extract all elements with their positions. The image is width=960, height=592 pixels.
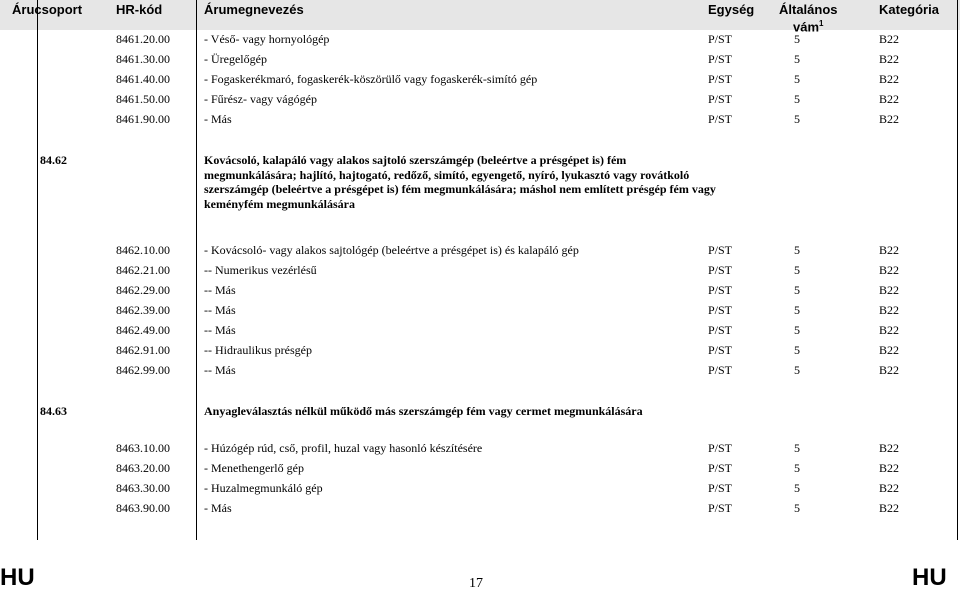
hr-code: 8461.20.00: [116, 32, 170, 46]
duty-rate: 5: [794, 481, 800, 495]
unit: P/ST: [708, 303, 733, 317]
duty-rate: 5: [794, 92, 800, 106]
col-header-altalanos: Általános: [779, 2, 838, 17]
col-header-vam: vám$^1$: [793, 19, 824, 35]
footer-country-code-right: HU: [912, 564, 947, 591]
col-header-kategoria: Kategória: [879, 2, 939, 17]
category: B22: [879, 501, 900, 515]
item-description: - Véső- vagy hornyológép: [204, 32, 330, 46]
item-description: -- Más: [204, 323, 236, 337]
item-description: -- Más: [204, 363, 236, 377]
hr-code: 8462.49.00: [116, 323, 170, 337]
hr-code: 8462.29.00: [116, 283, 170, 297]
duty-rate: 5: [794, 112, 800, 126]
unit: P/ST: [708, 112, 733, 126]
item-description: - Kovácsoló- vagy alakos sajtológép (beleértve a présgépet is) és kalapáló gép: [204, 243, 579, 257]
duty-rate: 5: [794, 52, 800, 66]
unit: P/ST: [708, 441, 733, 455]
group-heading-text: Kovácsoló, kalapáló vagy alakos sajtoló szerszámgép (beleértve a présgépet is) fém megmunkálására; hajlító, hajtogató, redőző, simító, egyengető, nyíró, lyukasztó vagy rovátkoló szerszámgép (beleértve a présgépet is) fém megmunkálására; máshol nem említett présgép fém vagy keményfém megmunkálására: [204, 153, 716, 211]
hr-code: 8463.20.00: [116, 461, 170, 475]
unit: P/ST: [708, 32, 733, 46]
col-header-arumegnevezes: Árumegnevezés: [204, 2, 304, 17]
category: B22: [879, 52, 900, 66]
category: B22: [879, 283, 900, 297]
duty-rate: 5: [794, 343, 800, 357]
unit: P/ST: [708, 461, 733, 475]
category: B22: [879, 481, 900, 495]
category: B22: [879, 441, 900, 455]
hr-code: 8462.99.00: [116, 363, 170, 377]
item-description: -- Más: [204, 303, 236, 317]
col-header-hr-kod: HR-kód: [116, 2, 163, 17]
category: B22: [879, 92, 900, 106]
hr-code: 8462.91.00: [116, 343, 170, 357]
item-description: - Üregelőgép: [204, 52, 267, 66]
duty-rate: 5: [794, 263, 800, 277]
item-description: -- Más: [204, 283, 236, 297]
category: B22: [879, 323, 900, 337]
item-description: - Menethengerlő gép: [204, 461, 304, 475]
duty-rate: 5: [794, 501, 800, 515]
item-description: -- Numerikus vezérlésű: [204, 263, 317, 277]
hr-code: 8461.30.00: [116, 52, 170, 66]
page-number: 17: [469, 576, 483, 591]
hr-code: 8463.10.00: [116, 441, 170, 455]
duty-rate: 5: [794, 441, 800, 455]
table-header: [0, 0, 960, 35]
duty-rate: 5: [794, 323, 800, 337]
category: B22: [879, 72, 900, 86]
item-description: - Fűrész- vagy vágógép: [204, 92, 317, 106]
hr-code: 8462.39.00: [116, 303, 170, 317]
hr-code: 8462.21.00: [116, 263, 170, 277]
col-header-egyseg: Egység: [708, 2, 755, 17]
item-description: -- Hidraulikus présgép: [204, 343, 312, 357]
item-description: - Fogaskerékmaró, fogaskerék-köszörülő vagy fogaskerék-simító gép: [204, 72, 538, 86]
group-heading-text: Anyagleválasztás nélkül működő más szerszámgép fém vagy cermet megmunkálására: [204, 404, 643, 418]
category: B22: [879, 243, 900, 257]
category: B22: [879, 112, 900, 126]
duty-rate: 5: [794, 461, 800, 475]
item-description: - Huzalmegmunkáló gép: [204, 481, 323, 495]
duty-rate: 5: [794, 243, 800, 257]
group-code: 84.63: [40, 404, 67, 418]
unit: P/ST: [708, 323, 733, 337]
group-code: 84.62: [40, 153, 67, 167]
category: B22: [879, 363, 900, 377]
unit: P/ST: [708, 72, 733, 86]
item-description: - Húzógép rúd, cső, profil, huzal vagy hasonló készítésére: [204, 441, 483, 455]
unit: P/ST: [708, 363, 733, 377]
hr-code: 8461.90.00: [116, 112, 170, 126]
category: B22: [879, 461, 900, 475]
unit: P/ST: [708, 243, 733, 257]
category: B22: [879, 263, 900, 277]
col-header-arucsoport: Árucsoport: [12, 2, 83, 17]
duty-rate: 5: [794, 72, 800, 86]
duty-rate: 5: [794, 303, 800, 317]
category: B22: [879, 343, 900, 357]
item-description: - Más: [204, 112, 232, 126]
hr-code: 8463.30.00: [116, 481, 170, 495]
unit: P/ST: [708, 501, 733, 515]
unit: P/ST: [708, 263, 733, 277]
item-description: - Más: [204, 501, 232, 515]
unit: P/ST: [708, 52, 733, 66]
column-divider: [957, 0, 958, 540]
hr-code: 8461.50.00: [116, 92, 170, 106]
footer-country-code-left: HU: [0, 564, 35, 591]
unit: P/ST: [708, 92, 733, 106]
unit: P/ST: [708, 343, 733, 357]
duty-rate: 5: [794, 32, 800, 46]
hr-code: 8462.10.00: [116, 243, 170, 257]
hr-code: 8461.40.00: [116, 72, 170, 86]
unit: P/ST: [708, 481, 733, 495]
hr-code: 8463.90.00: [116, 501, 170, 515]
column-divider: [196, 0, 197, 540]
duty-rate: 5: [794, 363, 800, 377]
column-divider: [37, 0, 38, 540]
category: B22: [879, 32, 900, 46]
unit: P/ST: [708, 283, 733, 297]
duty-rate: 5: [794, 283, 800, 297]
category: B22: [879, 303, 900, 317]
